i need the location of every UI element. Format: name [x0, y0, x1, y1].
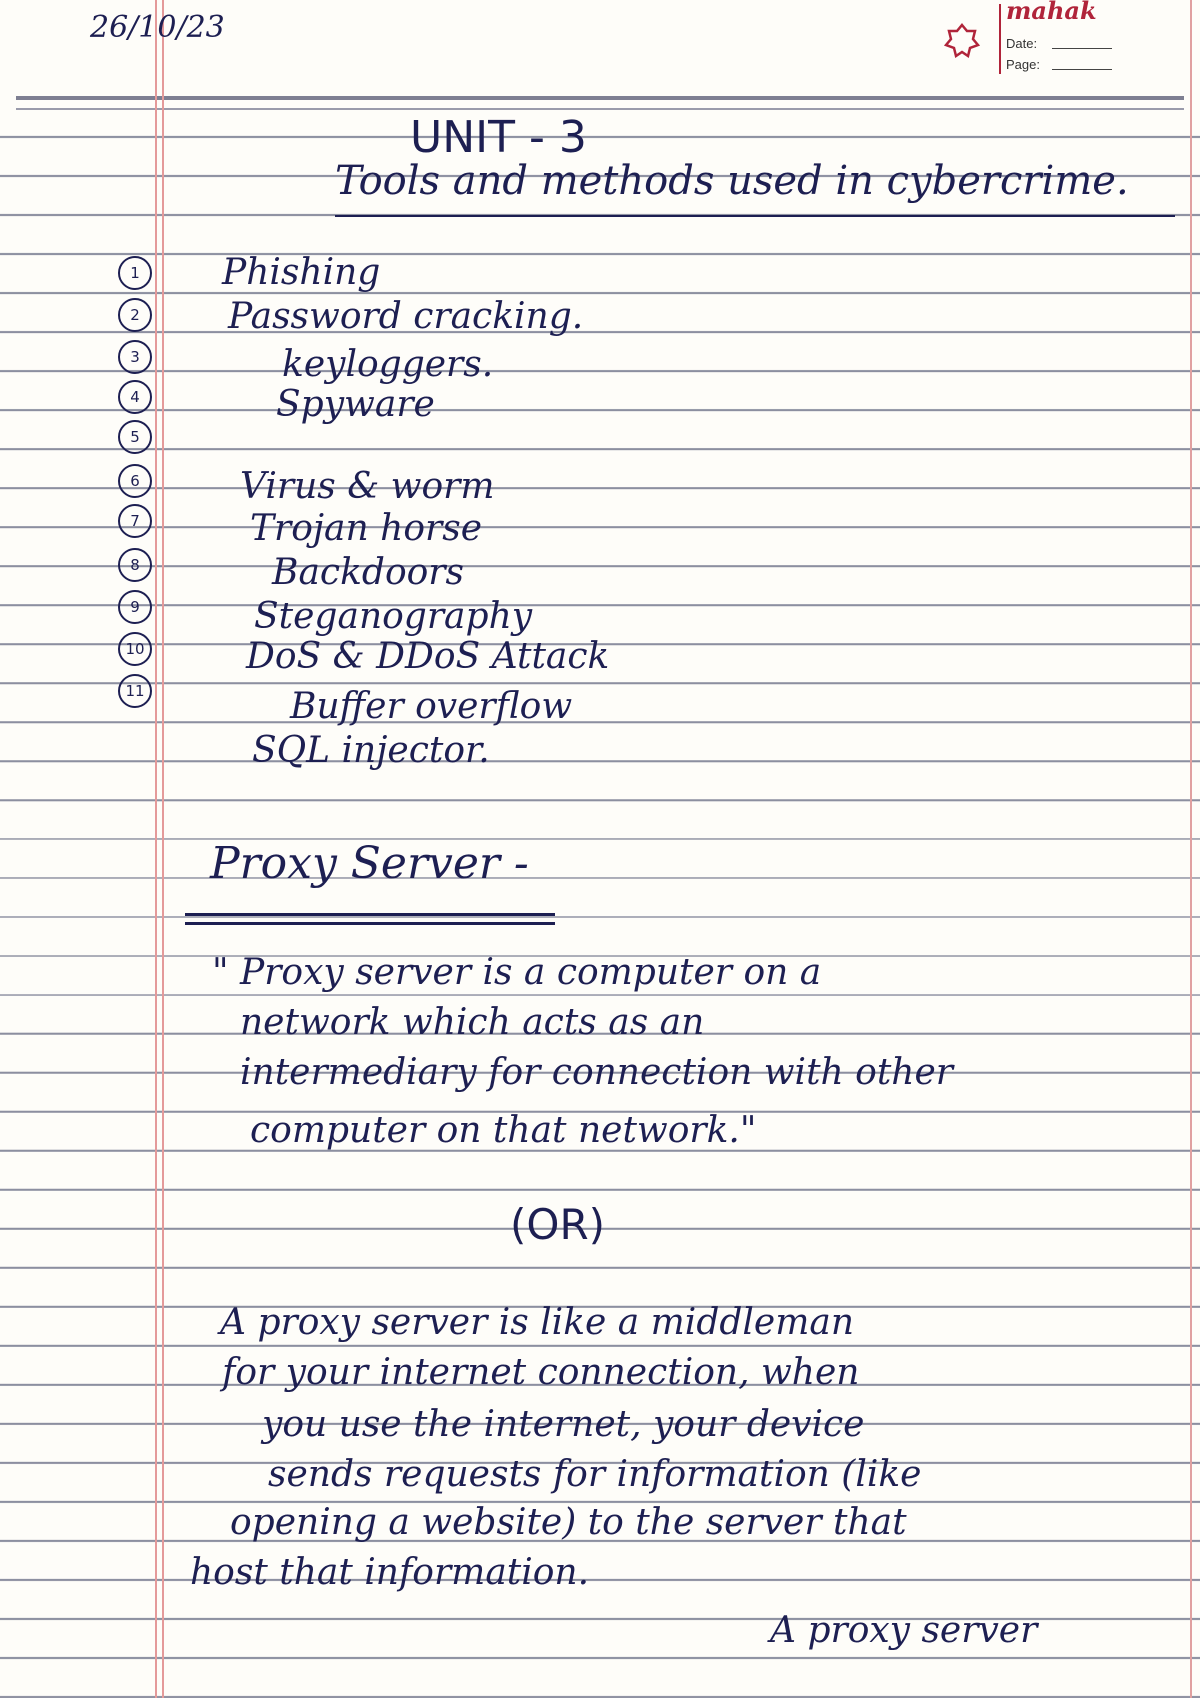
list-item: Steganography: [254, 596, 533, 637]
chapter-subtitle: Tools and methods used in cybercrime.: [335, 158, 1129, 204]
list-item: DoS & DDoS Attack: [246, 636, 610, 677]
definition-line: " Proxy server is a computer on a: [212, 952, 822, 993]
heading-underline: [185, 922, 555, 925]
explanation-line: A proxy server: [770, 1610, 1038, 1651]
list-number: 8: [118, 548, 152, 582]
subtitle-underline: [335, 215, 1175, 217]
definition-line: computer on that network.": [250, 1110, 757, 1151]
heading-underline: [185, 913, 555, 916]
explanation-line: sends requests for information (like: [268, 1454, 922, 1495]
list-item: keyloggers.: [282, 344, 494, 385]
list-number: 9: [118, 590, 152, 624]
list-item: Password cracking.: [228, 296, 584, 337]
list-item: Trojan horse: [250, 508, 482, 549]
section-heading: Proxy Server -: [210, 838, 529, 889]
header-rule: [16, 96, 1184, 100]
explanation-line: opening a website) to the server that: [230, 1502, 907, 1543]
list-item: Backdoors: [272, 552, 464, 593]
list-number: 3: [118, 340, 152, 374]
right-margin-line: [1190, 0, 1192, 1698]
list-number: 6: [118, 464, 152, 498]
margin-line: [162, 0, 164, 1698]
explanation-line: you use the internet, your device: [262, 1404, 865, 1445]
notebook-brand-box: [944, 0, 1124, 80]
list-number: 1: [118, 256, 152, 290]
list-item: Spyware: [276, 384, 435, 425]
page-label: Page:: [1006, 57, 1040, 72]
list-item: Phishing: [222, 252, 381, 293]
list-number: 2: [118, 298, 152, 332]
unit-title: UNIT - 3: [410, 112, 587, 163]
or-separator: (OR): [510, 1200, 606, 1249]
list-item: Buffer overflow: [290, 686, 573, 727]
explanation-line: for your internet connection, when: [222, 1352, 860, 1393]
brand-name: mahak: [1006, 0, 1097, 25]
list-item: Virus & worm: [240, 466, 495, 507]
list-number: 7: [118, 504, 152, 538]
handwritten-date: 26/10/23: [90, 10, 225, 45]
brand-divider: [999, 4, 1001, 74]
list-number: 10: [118, 632, 152, 666]
date-blank-line: [1052, 48, 1112, 49]
list-number: 5: [118, 420, 152, 454]
list-item: SQL injector.: [252, 730, 490, 771]
brand-logo-icon: [944, 22, 980, 58]
list-number: 11: [118, 674, 152, 708]
date-label: Date:: [1006, 36, 1038, 51]
margin-line: [155, 0, 157, 1698]
definition-line: intermediary for connection with other: [240, 1052, 954, 1093]
list-number: 4: [118, 380, 152, 414]
definition-line: network which acts as an: [240, 1002, 705, 1043]
page-blank-line: [1052, 69, 1112, 70]
header-rule-secondary: [16, 108, 1184, 110]
explanation-line: A proxy server is like a middleman: [220, 1302, 855, 1343]
explanation-line: host that information.: [190, 1552, 590, 1593]
